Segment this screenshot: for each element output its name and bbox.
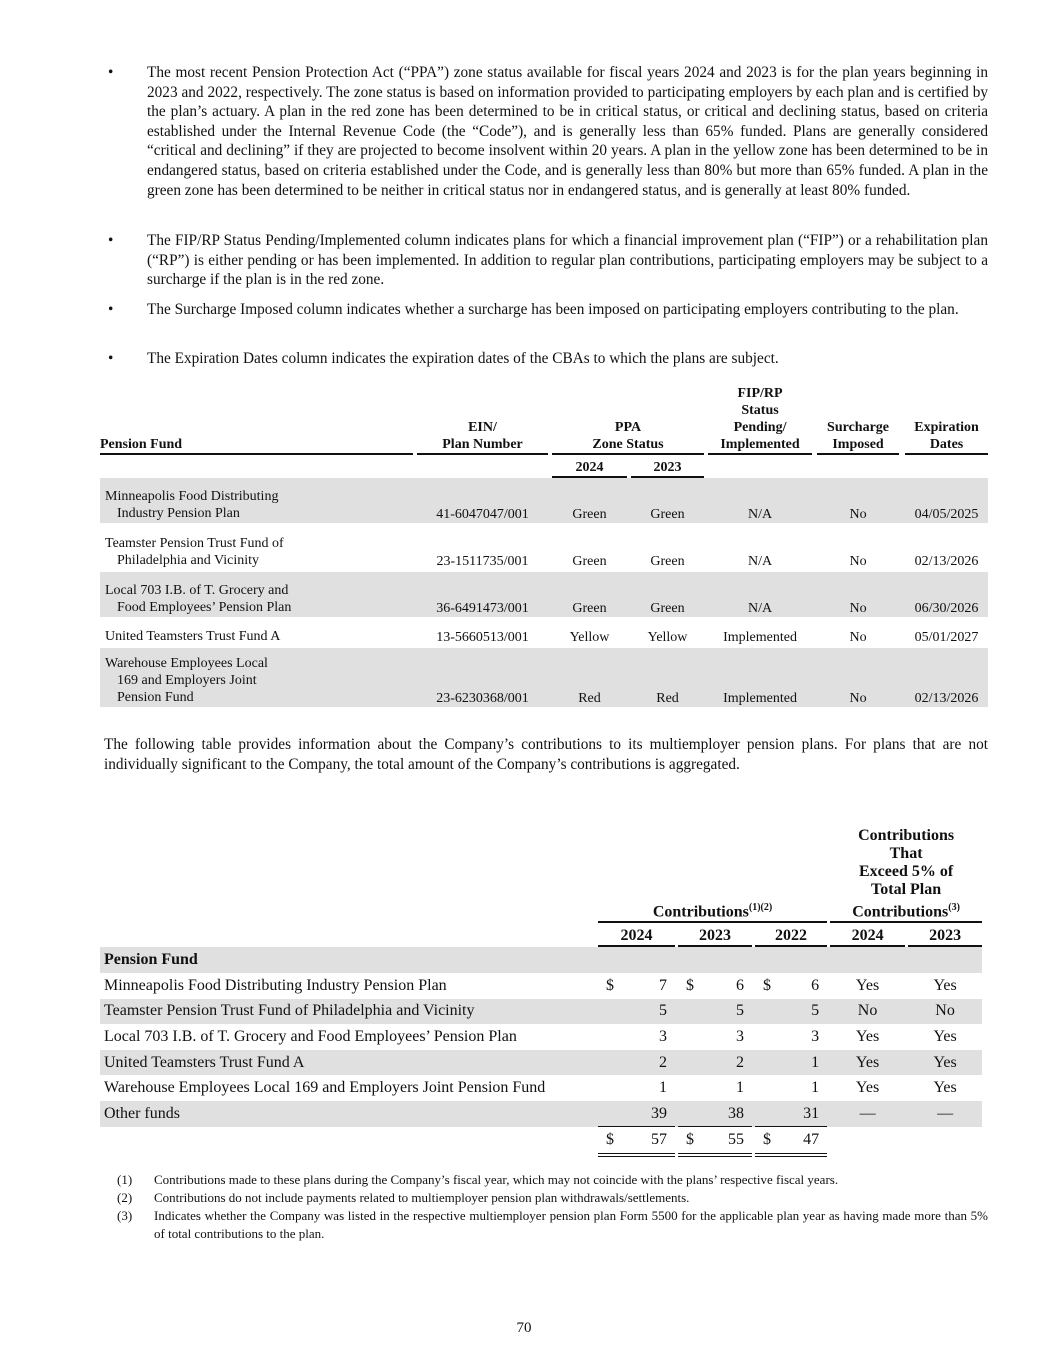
footnote bbox=[117, 1171, 988, 1189]
bullet-expiration bbox=[100, 349, 988, 369]
table-row bbox=[100, 525, 988, 570]
header-fip: FIP/RP Status Pending/ Implemented bbox=[708, 385, 812, 455]
footnote-text: Indicates whether the Company was listed in the respective multiemployer pension plan Form 5500 for the applicable plan year as having made more than 5% of total contributions to the plan. bbox=[154, 1208, 988, 1241]
table-header bbox=[100, 385, 988, 455]
bullet-text: The Expiration Dates column indicates the expiration dates of the CBAs to which the plans are subject. bbox=[147, 350, 779, 367]
zone-2023: Yellow bbox=[647, 630, 688, 645]
header-ppa: PPA Zone Status bbox=[552, 385, 704, 455]
contributions-intro: The following table provides information about the Company’s contributions to its multiemployer pension plans. For plans that are not individually significant to the Company, the total amount of the Company’s contributions is aggregated. bbox=[104, 736, 988, 773]
contribution-c2022: 1 bbox=[811, 1079, 820, 1097]
exceed-2023: Yes bbox=[933, 976, 957, 994]
exceed-2024: Yes bbox=[855, 976, 880, 994]
contribution-c2024: $ 7 bbox=[606, 976, 667, 994]
fund-name: Teamster Pension Trust Fund of Philadelphia and Vicinity bbox=[100, 999, 598, 1025]
fund-name: Minneapolis Food Distributing Industry Pension Plan bbox=[104, 976, 447, 994]
fund-name: Warehouse Employees Local 169 and Employers Joint Pension Fund bbox=[104, 1079, 546, 1097]
contribution-c2022: $ 6 bbox=[763, 976, 820, 994]
ein: 23-1511735/001 bbox=[436, 554, 529, 569]
bullet-surcharge bbox=[100, 300, 988, 320]
table-row bbox=[100, 1101, 982, 1128]
expiration-date: 06/30/2026 bbox=[905, 572, 988, 617]
header-year-2023: 2023 bbox=[631, 455, 704, 478]
header-year: 2022 bbox=[755, 923, 827, 947]
section-label: Pension Fund bbox=[100, 947, 598, 973]
contribution-c2022: $ 47 bbox=[755, 1127, 827, 1157]
bullet-icon: • bbox=[108, 232, 114, 249]
contribution-c2023: 38 bbox=[678, 1101, 752, 1128]
footnote-text: Contributions do not include payments related to multiemployer pension plan withdrawals/settlements. bbox=[154, 1190, 690, 1205]
expiration-date: 05/01/2027 bbox=[914, 630, 979, 645]
bullet-text: The Surcharge Imposed column indicates whether a surcharge has been imposed on participating employers contributing to the plan. bbox=[147, 301, 959, 318]
surcharge: No bbox=[817, 478, 899, 523]
header-year: 2023 bbox=[678, 923, 752, 947]
exceed-2024: No bbox=[830, 999, 905, 1025]
fund-name: Minneapolis Food Distributing Industry Pension Plan bbox=[100, 478, 413, 523]
table-row bbox=[100, 648, 988, 707]
table-row bbox=[100, 1050, 982, 1076]
header-pension-fund: Pension Fund bbox=[100, 385, 413, 455]
bullet-icon: • bbox=[108, 301, 114, 318]
header-year: 2024 bbox=[830, 923, 905, 947]
expiration-date: 04/05/2025 bbox=[905, 478, 988, 523]
exceed-2023: Yes bbox=[933, 1027, 957, 1045]
contribution-c2023: 3 bbox=[736, 1027, 744, 1045]
contribution-c2023: 2 bbox=[678, 1050, 752, 1076]
table-row bbox=[100, 619, 988, 646]
footnote-number: (3) bbox=[117, 1208, 133, 1223]
fund-name: Local 703 I.B. of T. Grocery and Food Employees’ Pension Plan bbox=[104, 1027, 517, 1045]
zone-2024: Green bbox=[552, 478, 627, 523]
zone-2023: Red bbox=[631, 648, 704, 707]
bullet-text: The most recent Pension Protection Act (“PPA”) zone status available for fiscal years 2024 and 2023 is for the plan years beginning in 2023 and 2022, respectively. The zone status is based on information provided to participating employers by each plan and is certified by the plan’s actuary. A plan in the red zone has been determined to be in critical status, or critical and declining status, based on criteria established under the Internal Revenue Code (the “Code”), and is generally less than 65% funded. Plans are generally considered “critical and declining” if they are projected to become insolvent within 20 years. A plan in the yellow zone has been determined to be in endangered status, based on criteria established under the Code, and is generally less than 80% but more than 65% funded. A plan in the green zone has been determined to be neither in critical status nor in endangered status, and is generally at least 80% funded. bbox=[147, 64, 988, 199]
table-row bbox=[100, 999, 982, 1025]
header-surcharge: Surcharge Imposed bbox=[817, 385, 899, 455]
zone-2023: Green bbox=[650, 554, 685, 569]
zone-2023: Green bbox=[631, 478, 704, 523]
table-row bbox=[100, 1024, 982, 1050]
footnote bbox=[117, 1189, 988, 1207]
expiration-date: 02/13/2026 bbox=[914, 554, 979, 569]
surcharge: No bbox=[817, 572, 899, 617]
header-exceed: Contributions That Exceed 5% of Total Plan Contributions$^{(3)}$ bbox=[830, 827, 982, 923]
table-row bbox=[100, 1075, 982, 1101]
expiration-date: 02/13/2026 bbox=[905, 648, 988, 707]
exceed-2024: Yes bbox=[855, 1027, 880, 1045]
contribution-c2024: $ 57 bbox=[598, 1127, 675, 1157]
surcharge: No bbox=[849, 630, 867, 645]
fip-status: N/A bbox=[747, 554, 773, 569]
ein: 41-6047047/001 bbox=[417, 478, 548, 523]
table-row bbox=[100, 973, 982, 999]
ein: 13-5660513/001 bbox=[436, 630, 529, 645]
table-header bbox=[100, 827, 982, 923]
table-row bbox=[100, 572, 988, 617]
exceed-2023: No bbox=[908, 999, 982, 1025]
fund-name: Other funds bbox=[100, 1101, 598, 1128]
contribution-c2024: 39 bbox=[598, 1101, 675, 1128]
surcharge: No bbox=[849, 554, 867, 569]
fund-name: United Teamsters Trust Fund A bbox=[105, 629, 281, 644]
fund-name: Teamster Pension Trust Fund of Philadelphia and Vicinity bbox=[105, 536, 284, 568]
ein: 23-6230368/001 bbox=[417, 648, 548, 707]
table-subheader bbox=[100, 455, 988, 478]
header-year: 2024 bbox=[598, 923, 675, 947]
footnote-text: Contributions made to these plans during the Company’s fiscal year, which may not coincide with the plans’ respective fiscal years. bbox=[154, 1172, 839, 1187]
contribution-c2024: 5 bbox=[598, 999, 675, 1025]
fund-name: United Teamsters Trust Fund A bbox=[100, 1050, 598, 1076]
contribution-c2022: 3 bbox=[811, 1027, 820, 1045]
exceed-2024: Yes bbox=[830, 1050, 905, 1076]
contribution-c2024: 2 bbox=[598, 1050, 675, 1076]
contribution-c2022: 31 bbox=[755, 1101, 827, 1128]
contribution-c2022: 1 bbox=[755, 1050, 827, 1076]
total-row bbox=[100, 1127, 982, 1157]
exceed-2023: Yes bbox=[908, 1050, 982, 1076]
bullet-ppa bbox=[100, 63, 988, 200]
fip-status: N/A bbox=[708, 478, 812, 523]
contribution-c2024: 3 bbox=[659, 1027, 667, 1045]
contributions-table bbox=[100, 827, 982, 1157]
pension-zone-table bbox=[100, 385, 988, 707]
zone-2023: Green bbox=[631, 572, 704, 617]
section-row bbox=[100, 947, 982, 973]
footnote-number: (2) bbox=[117, 1190, 133, 1205]
header-year: 2023 bbox=[908, 923, 982, 947]
header-expiration: Expiration Dates bbox=[905, 385, 988, 455]
fund-name: Warehouse Employees Local 169 and Employers Joint Pension Fund bbox=[100, 648, 413, 707]
surcharge: No bbox=[817, 648, 899, 707]
exceed-2023: Yes bbox=[933, 1079, 957, 1097]
contribution-c2023: $ 6 bbox=[686, 976, 744, 994]
header-year-2024: 2024 bbox=[552, 455, 627, 478]
ein: 36-6491473/001 bbox=[417, 572, 548, 617]
fip-status: Implemented bbox=[723, 630, 797, 645]
zone-2024: Green bbox=[572, 554, 607, 569]
contribution-c2023: 1 bbox=[736, 1079, 744, 1097]
zone-2024: Green bbox=[552, 572, 627, 617]
year-header bbox=[100, 923, 982, 947]
fip-status: N/A bbox=[708, 572, 812, 617]
zone-2024: Yellow bbox=[569, 630, 610, 645]
fund-name: Local 703 I.B. of T. Grocery and Food Employees’ Pension Plan bbox=[100, 572, 413, 617]
fip-status: Implemented bbox=[708, 648, 812, 707]
contribution-c2023: $ 55 bbox=[678, 1127, 752, 1157]
exceed-2024: Yes bbox=[855, 1079, 880, 1097]
bullet-text: The FIP/RP Status Pending/Implemented column indicates plans for which a financial improvement plan (“FIP”) or a rehabilitation plan (“RP”) is either pending or has been implemented. In addition to regular plan contributions, participating employers may be subject to a surcharge if the plan is in the red zone. bbox=[147, 232, 988, 289]
bullet-icon: • bbox=[108, 64, 114, 81]
page-number: 70 bbox=[516, 1320, 532, 1336]
exceed-2024: — bbox=[830, 1101, 905, 1128]
exceed-2023: — bbox=[908, 1101, 982, 1128]
bullet-fip bbox=[100, 231, 988, 290]
header-contributions: Contributions$^{(1)(2)}$ bbox=[598, 827, 827, 923]
contribution-c2023: 5 bbox=[678, 999, 752, 1025]
footnote-number: (1) bbox=[117, 1172, 133, 1187]
contribution-c2022: 5 bbox=[755, 999, 827, 1025]
bullet-icon: • bbox=[108, 350, 114, 367]
table-row bbox=[100, 478, 988, 523]
footnote bbox=[117, 1207, 988, 1243]
zone-2024: Red bbox=[552, 648, 627, 707]
header-ein: EIN/ Plan Number bbox=[417, 385, 548, 455]
contribution-c2024: 1 bbox=[659, 1079, 667, 1097]
